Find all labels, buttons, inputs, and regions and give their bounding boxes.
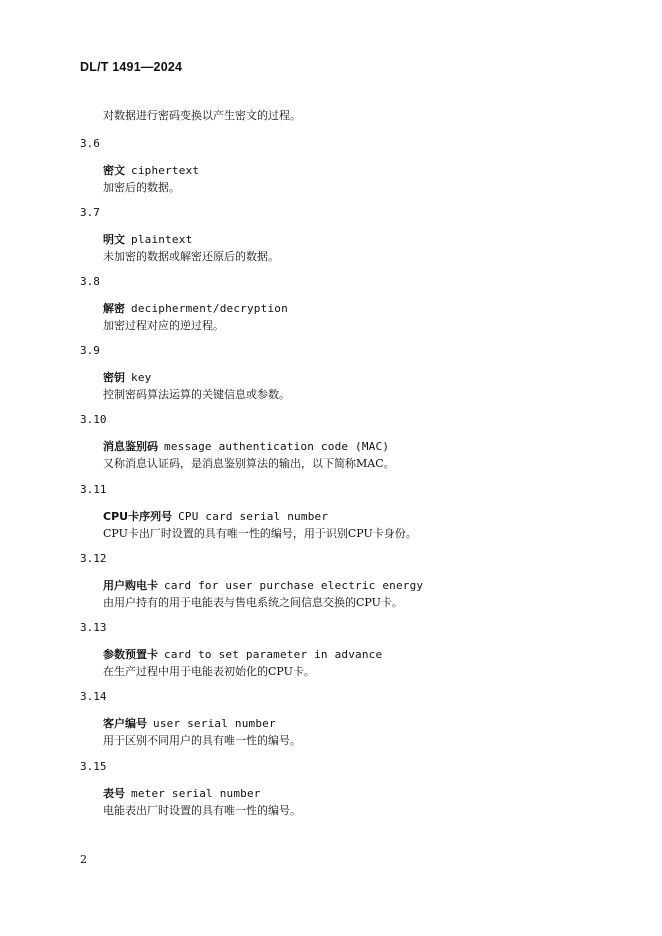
term-english: key: [131, 371, 152, 384]
term-english: user serial number: [153, 717, 276, 730]
term-english: meter serial number: [131, 787, 261, 800]
term-definition: CPU卡出厂时设置的具有唯一性的编号，用于识别CPU卡身份。: [103, 527, 417, 540]
term-number: 3.14: [80, 690, 107, 703]
term-definition: 加密后的数据。: [103, 181, 180, 194]
term-number: 3.9: [80, 344, 100, 357]
term-number: 3.15: [80, 760, 107, 773]
term-number: 3.13: [80, 621, 107, 634]
term-chinese: 解密: [103, 302, 125, 315]
term-heading: [103, 438, 389, 454]
term-definition: 又称消息认证码，是消息鉴别算法的输出，以下简称MAC。: [103, 457, 395, 470]
term-english: decipherment/decryption: [131, 302, 288, 315]
term-number: 3.7: [80, 206, 100, 219]
term-number: 3.8: [80, 275, 100, 288]
term-english: plaintext: [131, 233, 193, 246]
term-chinese: 明文: [103, 233, 125, 246]
term-english: message authentication code (MAC): [164, 440, 390, 453]
term-definition: 由用户持有的用于电能表与售电系统之间信息交换的CPU卡。: [103, 596, 403, 609]
term-chinese: 客户编号: [103, 717, 147, 730]
page-number: 2: [80, 853, 87, 866]
term-chinese: 密文: [103, 164, 125, 177]
term-chinese: 表号: [103, 787, 125, 800]
term-number: 3.6: [80, 137, 100, 150]
term-definition: 加密过程对应的逆过程。: [103, 319, 224, 332]
term-english: ciphertext: [131, 164, 200, 177]
term-definition: 用于区别不同用户的具有唯一性的编号。: [103, 734, 301, 747]
term-heading: [103, 785, 261, 801]
term-definition: 电能表出厂时设置的具有唯一性的编号。: [103, 804, 301, 817]
term-heading: [103, 646, 382, 662]
term-english: card for user purchase electric energy: [164, 579, 424, 592]
term-english: card to set parameter in advance: [164, 648, 383, 661]
term-definition: 在生产过程中用于电能表初始化的CPU卡。: [103, 665, 315, 678]
term-chinese: 密钥: [103, 371, 125, 384]
term-chinese: 用户购电卡: [103, 579, 158, 592]
term-english: CPU card serial number: [178, 510, 329, 523]
term-definition: 控制密码算法运算的关键信息或参数。: [103, 388, 290, 401]
term-heading: [103, 369, 151, 385]
term-definition: 未加密的数据或解密还原后的数据。: [103, 250, 279, 263]
term-chinese: 参数预置卡: [103, 648, 158, 661]
term-heading: [103, 577, 423, 593]
term-heading: [103, 508, 328, 524]
term-heading: [103, 231, 192, 247]
term-heading: [103, 715, 276, 731]
standard-code-header: DL/T 1491—2024: [80, 60, 183, 74]
term-heading: [103, 162, 199, 178]
term-number: 3.10: [80, 413, 107, 426]
term-chinese: 消息鉴别码: [103, 440, 158, 453]
term-heading: [103, 300, 288, 316]
term-number: 3.11: [80, 483, 107, 496]
term-chinese: CPU卡序列号: [103, 510, 173, 523]
definition-text-continued: 对数据进行密码变换以产生密文的过程。: [103, 109, 301, 122]
term-number: 3.12: [80, 552, 107, 565]
